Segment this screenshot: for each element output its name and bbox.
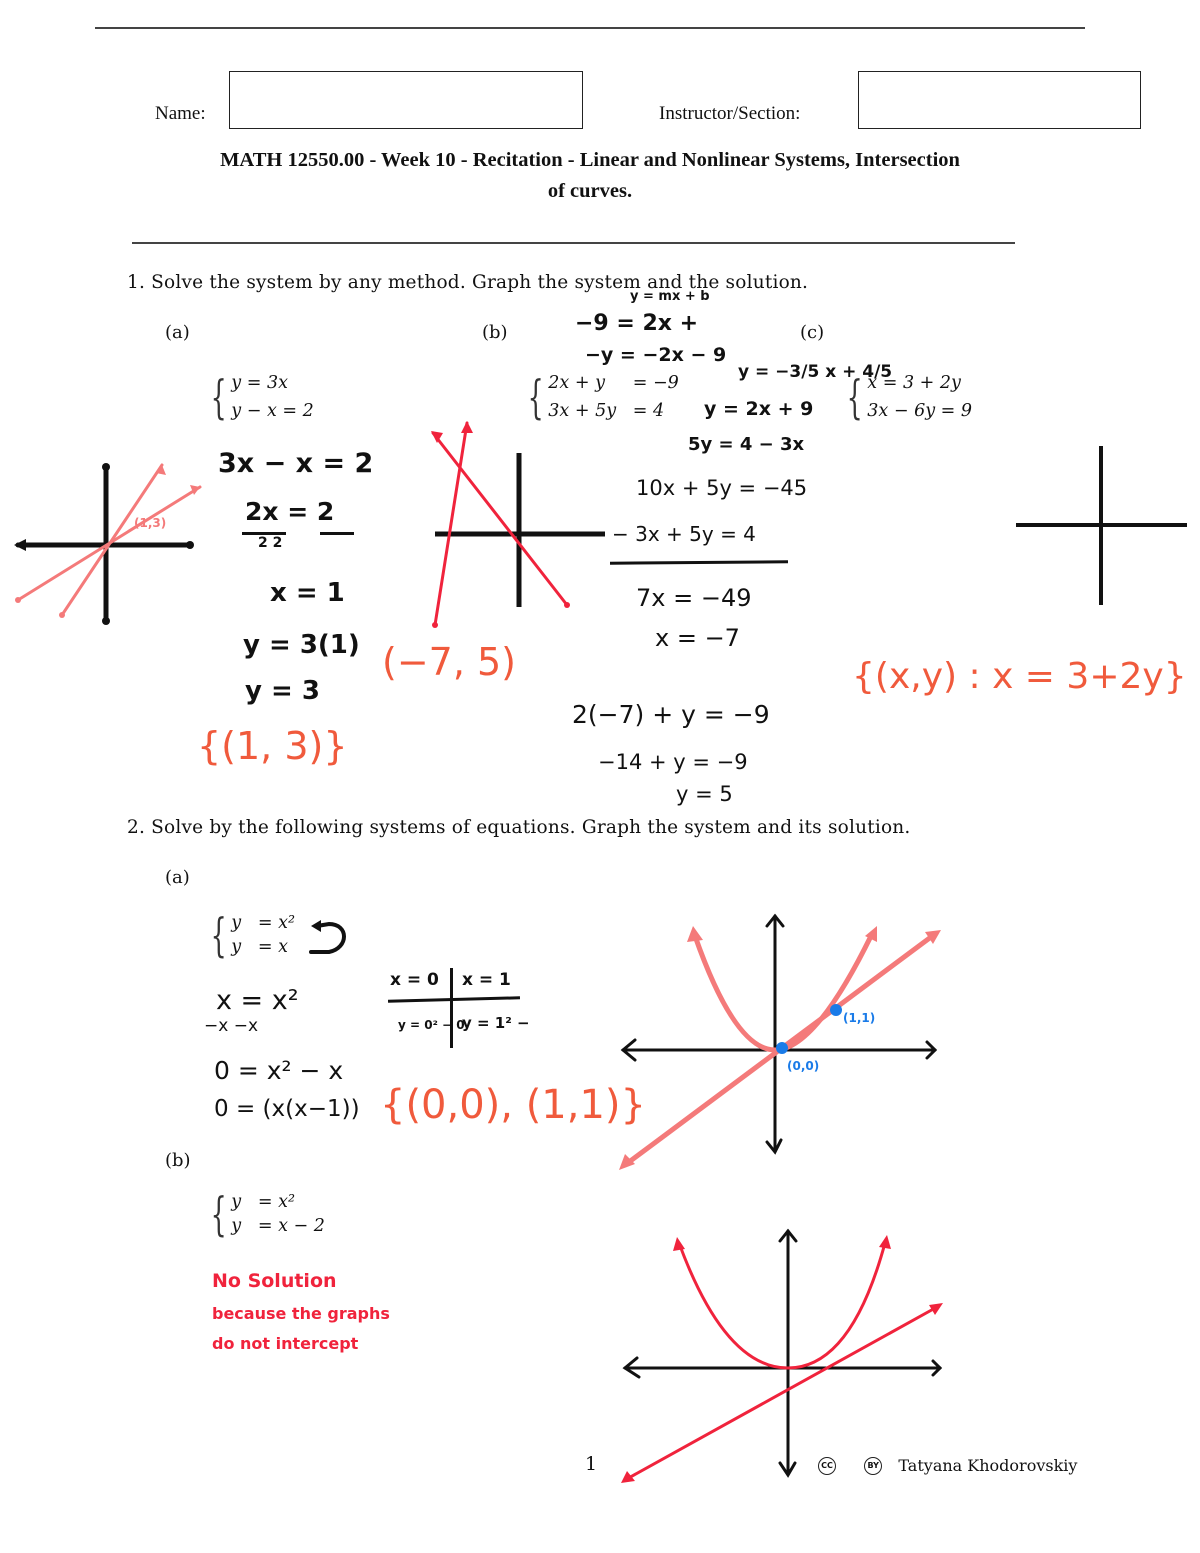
p1b-work-2: − 3x + 5y = 4: [612, 522, 756, 546]
brace-icon: {: [210, 908, 227, 962]
p1a-label: (a): [165, 322, 190, 343]
p1a-work-3: 2 2: [258, 535, 283, 551]
brace-icon: {: [210, 370, 227, 424]
subtraction-line: [610, 560, 788, 565]
p1b-work-1: 10x + 5y = −45: [636, 476, 808, 500]
p1b-work-side-1: y = −3/5 x + 4/5: [738, 362, 893, 382]
p1a-point-label: (1,3): [134, 516, 167, 530]
table-vline: [450, 968, 453, 1048]
problem1-prompt: 1. Solve the system by any method. Graph the system and the solution.: [127, 272, 809, 293]
p1c-eq1: x = 3 + 2y: [867, 373, 961, 393]
p2a-system: [204, 908, 295, 962]
p1a-answer: {(1, 3)}: [197, 724, 348, 768]
p2a-answer: {(0,0), (1,1)}: [380, 1082, 646, 1128]
point-one-one: [830, 1004, 842, 1016]
fraction-bar: [320, 532, 354, 535]
name-field[interactable]: [229, 71, 583, 129]
p1a-work-5: y = 3(1): [243, 630, 360, 660]
license: [818, 1455, 1077, 1475]
p1a-graph: [10, 455, 210, 625]
instructor-field[interactable]: [858, 71, 1141, 129]
p1b-eq1: 2x + y = −9: [548, 373, 679, 393]
p1b-work-side-3: 5y = 4 − 3x: [688, 434, 805, 455]
p2a-eq2: y = x: [231, 937, 288, 957]
p1a-system: [204, 369, 314, 425]
point-label-origin: (0,0): [787, 1059, 820, 1073]
p1c-eq2: 3x − 6y = 9: [867, 401, 973, 421]
brace-icon: {: [527, 370, 544, 424]
p1b-work-7: y = 5: [676, 782, 733, 806]
p1a-work-2: 2x = 2: [245, 497, 335, 526]
p1c-graph: [1012, 440, 1192, 610]
p1a-work-4: x = 1: [270, 578, 345, 608]
p2a-work-2: −x −x: [204, 1016, 259, 1036]
author: Tatyana Khodorovskiy: [898, 1456, 1078, 1475]
brace-icon: {: [210, 1187, 227, 1241]
p1b-eq2: 3x + 5y = 4: [548, 401, 665, 421]
p1c-answer: {(x,y) : x = 3+2y}: [852, 656, 1187, 697]
p1b-work-side-2: y = 2x + 9: [704, 398, 814, 420]
table-head-2: x = 1: [462, 970, 511, 990]
point-origin: [776, 1042, 788, 1054]
title-rule: [132, 242, 1015, 244]
table-hline: [388, 996, 520, 1002]
page-title: [90, 145, 1090, 207]
p2b-label: (b): [165, 1150, 191, 1171]
p1b-work-5: 2(−7) + y = −9: [572, 700, 770, 729]
p2b-eq1: y = x²: [231, 1192, 295, 1212]
top-rule: [95, 27, 1085, 29]
problem2-prompt: 2. Solve by the following systems of equations. Graph the system and its solution.: [127, 817, 911, 838]
title-line-1: MATH 12550.00 - Week 10 - Recitation - Linear and Nonlinear Systems, Intersection: [220, 149, 960, 171]
page-number: 1: [585, 1453, 598, 1475]
p2a-work-1: x = x²: [216, 985, 299, 1016]
p1b-work-4: x = −7: [655, 624, 740, 652]
p1b-work-top-3: −y = −2x − 9: [585, 344, 727, 366]
p1b-work-top-1: y = mx + b: [630, 289, 710, 304]
p1a-work-1: 3x − x = 2: [218, 448, 374, 479]
p1b-label: (b): [482, 322, 508, 343]
p2b-note-2: because the graphs: [212, 1304, 390, 1323]
title-line-2: of curves.: [547, 180, 633, 202]
by-icon: BY: [864, 1457, 882, 1475]
brace-icon: {: [846, 370, 863, 424]
p2a-work-3: 0 = x² − x: [214, 1056, 344, 1085]
p1b-work-6: −14 + y = −9: [598, 750, 748, 774]
p1b-work-top-2: −9 = 2x +: [575, 311, 699, 336]
p1b-work-3: 7x = −49: [636, 584, 752, 612]
p2b-system: [204, 1187, 325, 1241]
cc-icon: CC: [818, 1457, 836, 1475]
p2a-work-4: 0 = (x(x−1)): [214, 1096, 360, 1122]
p1a-eq1: y = 3x: [231, 373, 288, 393]
p2a-eq1: y = x²: [231, 913, 295, 933]
instructor-label: Instructor/Section:: [659, 103, 801, 124]
p1b-answer: (−7, 5): [382, 640, 517, 684]
substitution-arrow-icon: [305, 918, 355, 958]
p1c-label: (c): [800, 322, 825, 343]
table-val-2: y = 1² −: [462, 1014, 530, 1032]
p2a-graph: [615, 910, 955, 1170]
p2b-note-3: do not intercept: [212, 1334, 359, 1353]
point-label-one: (1,1): [843, 1011, 876, 1025]
p1a-eq2: y − x = 2: [231, 401, 314, 421]
table-head-1: x = 0: [390, 970, 439, 990]
p1a-work-6: y = 3: [245, 676, 320, 706]
table-val-1: y = 0² − 0: [398, 1018, 465, 1032]
p1b-graph: [425, 415, 625, 635]
p2b-note-1: No Solution: [212, 1270, 337, 1292]
p2a-label: (a): [165, 867, 190, 888]
name-label: Name:: [155, 103, 206, 124]
p2b-eq2: y = x − 2: [231, 1216, 325, 1236]
